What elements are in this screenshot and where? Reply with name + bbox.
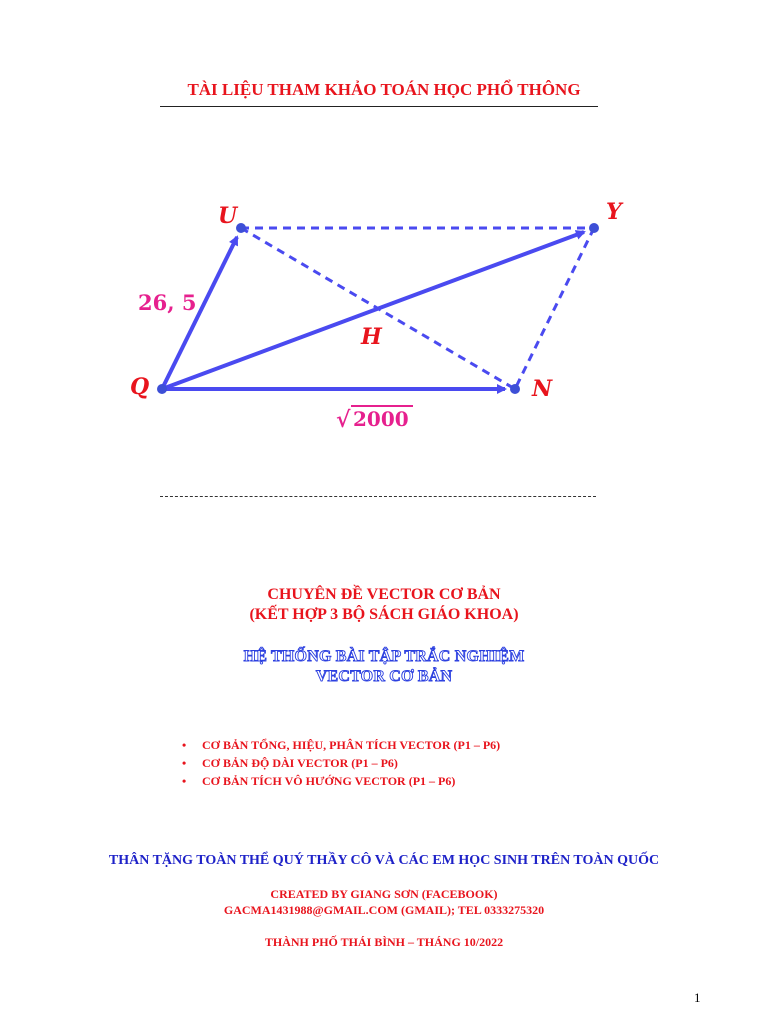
main-title-line-2: (KẾT HỢP 3 BỘ SÁCH GIÁO KHOA) bbox=[249, 606, 519, 623]
main-title-line-1: CHUYÊN ĐỀ VECTOR CƠ BẢN bbox=[267, 586, 501, 603]
document-header-title: TÀI LIỆU THAM KHẢO TOÁN HỌC PHỔ THÔNG bbox=[187, 80, 581, 99]
list-item bbox=[182, 772, 500, 790]
radicand: 2000 bbox=[353, 407, 409, 431]
place-date-line: THÀNH PHỐ THÁI BÌNH – THÁNG 10/2022 bbox=[264, 935, 504, 949]
vector-qy bbox=[162, 232, 584, 389]
bullet-icon: • bbox=[182, 738, 187, 752]
vector-parallelogram-figure bbox=[0, 185, 768, 445]
radical-sign: √ bbox=[336, 407, 351, 433]
label-y: Y bbox=[606, 199, 622, 225]
length-label-qu: 26, 5 bbox=[138, 290, 197, 315]
label-q: Q bbox=[130, 374, 150, 400]
contact-line: GACMA1431988@GMAIL.COM (GMAIL); TEL 0333275320 bbox=[223, 903, 545, 917]
header-divider bbox=[160, 106, 598, 107]
point-u bbox=[236, 223, 246, 233]
point-n bbox=[510, 384, 520, 394]
subtitle bbox=[0, 647, 768, 687]
label-u: U bbox=[218, 203, 238, 229]
length-label-qn bbox=[336, 406, 413, 433]
list-item bbox=[182, 736, 500, 754]
dashed-segments bbox=[241, 228, 594, 389]
label-n: N bbox=[532, 376, 553, 402]
section-divider bbox=[160, 496, 596, 497]
main-title bbox=[0, 585, 768, 625]
page-number: 1 bbox=[694, 990, 701, 1005]
topic-text: CƠ BẢN TÍCH VÔ HƯỚNG VECTOR (P1 – P6) bbox=[202, 774, 456, 788]
author-credits bbox=[0, 886, 768, 918]
point-y bbox=[589, 223, 599, 233]
subtitle-line-1: HỆ THỐNG BÀI TẬP TRẮC NGHIỆM bbox=[243, 648, 525, 665]
topic-text: CƠ BẢN ĐỘ DÀI VECTOR (P1 – P6) bbox=[202, 756, 398, 770]
label-h: H bbox=[361, 324, 382, 350]
dedication-text: THÂN TẶNG TOÀN THỂ QUÝ THẦY CÔ VÀ CÁC EM HỌC SINH TRÊN TOÀN QUỐC bbox=[108, 853, 660, 868]
vectors bbox=[162, 232, 584, 389]
bullet-icon: • bbox=[182, 774, 187, 788]
created-by-line: CREATED BY GIANG SƠN (FACEBOOK) bbox=[270, 887, 498, 901]
subtitle-line-2: VECTOR CƠ BẢN bbox=[315, 668, 453, 685]
point-q bbox=[157, 384, 167, 394]
bullet-icon: • bbox=[182, 756, 187, 770]
topic-text: CƠ BẢN TỔNG, HIỆU, PHÂN TÍCH VECTOR (P1 – P6) bbox=[202, 738, 501, 752]
topic-list bbox=[182, 736, 500, 790]
list-item bbox=[182, 754, 500, 772]
